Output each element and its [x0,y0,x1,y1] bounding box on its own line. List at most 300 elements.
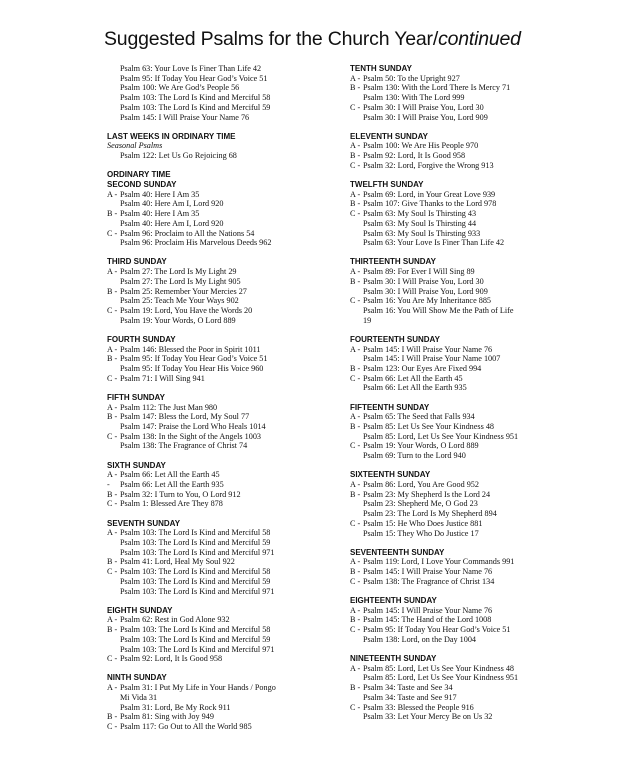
psalm-text: Psalm 103: The Lord Is Kind and Merciful 971 [120,586,275,596]
psalm-text: Psalm 112: The Just Man 980 [120,402,218,412]
psalm-entry [107,577,329,587]
psalm-text: Psalm 138: Lord, on the Day 1004 [363,634,477,644]
cycle-marker [107,93,120,103]
psalm-entry [350,451,590,461]
psalm-entry [350,93,590,103]
psalm-entry [350,529,590,539]
cycle-marker: C - [107,431,118,441]
psalm-text: Psalm 123: Our Eyes Are Fixed 994 [363,363,482,373]
psalm-entry [350,316,590,326]
psalm-entry [350,151,590,161]
psalm-entry [107,403,329,413]
psalm-text: Psalm 32: I Turn to You, O Lord 912 [120,489,241,499]
psalm-entry [350,190,590,200]
cycle-marker: C - [350,625,361,635]
psalm-entry [350,480,590,490]
psalm-entry [107,354,329,364]
psalm-text: Psalm 138: In the Sight of the Angels 1003 [120,431,262,441]
psalm-text: Psalm 23: My Shepherd Is the Lord 24 [363,489,491,499]
psalm-entry [107,238,329,248]
psalm-entry [107,64,329,74]
psalm-entry [107,151,329,161]
psalm-text: Psalm 63: My Soul Is Thirsting 43 [363,209,477,219]
psalm-entry [350,432,590,442]
cycle-marker: B - [107,557,118,567]
cycle-marker [350,529,363,539]
psalm-entry [350,519,590,529]
psalm-entry [350,712,590,722]
section-heading: FIFTEENTH SUNDAY [350,402,430,412]
psalm-entry [350,683,590,693]
cycle-marker: A - [107,683,118,693]
sunday-section [107,393,329,451]
psalm-text: Psalm 40: Here Am I, Lord 920 [120,199,224,209]
cycle-marker: B - [350,615,361,625]
cycle-marker [107,113,120,123]
cycle-marker: A - [107,267,118,277]
psalm-entry [350,345,590,355]
psalm-entry [107,712,329,722]
cycle-marker [350,229,363,239]
cycle-marker [350,316,363,326]
cycle-marker [350,93,363,103]
psalm-text: Psalm 95: If Today You Hear His Voice 960 [120,363,264,373]
psalm-text: Psalm 130: With the Lord There Is Mercy 71 [363,83,511,93]
psalm-entry [350,693,590,703]
psalm-entry [107,567,329,577]
cycle-marker [107,364,120,374]
psalm-entry [107,277,329,287]
psalm-text: Psalm 146: Blessed the Poor in Spirit 1011 [120,344,261,354]
cycle-marker [350,306,363,316]
psalm-entry [107,306,329,316]
psalm-entry [107,229,329,239]
cycle-marker: C - [350,576,361,586]
psalm-text: Psalm 103: The Lord Is Kind and Merciful 58 [120,567,271,577]
psalm-entry [107,412,329,422]
cycle-marker: A - [107,344,118,354]
psalm-text: Psalm 145: I Will Praise Your Name 76 [363,344,493,354]
cycle-marker: B - [350,683,361,693]
cycle-marker [107,693,120,703]
cycle-marker: A - [350,412,361,422]
psalm-entry [350,499,590,509]
psalm-entry [350,412,590,422]
psalm-text: Psalm 30: I Will Praise You, Lord 30 [363,276,484,286]
psalm-text: Psalm 30: I Will Praise You, Lord 909 [363,112,488,122]
psalm-text: Psalm 85: Lord, Let Us See Your Kindness 951 [363,431,519,441]
psalm-text: Psalm 63: Your Love Is Finer Than Life 42 [363,238,505,248]
cycle-marker [350,509,363,519]
psalm-entry [107,635,329,645]
psalm-text: Psalm 19: Lord, You Have the Words 20 [120,305,253,315]
cycle-marker: C - [107,373,118,383]
psalm-entry [350,567,590,577]
sunday-section [350,470,590,538]
psalm-entry [350,83,590,93]
cycle-marker: B - [107,625,118,635]
psalm-entry [107,528,329,538]
cycle-marker [350,383,363,393]
psalm-text: Psalm 81: Sing with Joy 949 [120,712,214,722]
section-heading: THIRTEENTH SUNDAY [350,257,436,267]
cycle-marker: C - [107,499,118,509]
psalm-entry [350,229,590,239]
cycle-marker: A - [107,528,118,538]
psalm-text: Psalm 1: Blessed Are They 878 [120,499,223,509]
psalm-entry [350,615,590,625]
psalm-text: Psalm 107: Give Thanks to the Lord 978 [363,199,497,209]
section-heading: TENTH SUNDAY [350,64,412,73]
cycle-marker [107,577,120,587]
cycle-marker: B - [107,489,118,499]
page-title-italic: continued [438,28,521,50]
psalm-text: Psalm 69: Turn to the Lord 940 [363,451,466,461]
cycle-marker: A - [350,605,361,615]
cycle-marker [107,441,120,451]
cycle-marker: C - [350,373,361,383]
psalm-text: Psalm 25: Remember Your Mercies 27 [120,286,247,296]
psalm-text: Psalm 92: Lord, It Is Good 958 [363,151,466,161]
psalm-entry [350,287,590,297]
cycle-marker: A - [350,344,361,354]
cycle-marker: C - [350,102,361,112]
section-subheading: SECOND SUNDAY [107,180,177,190]
cycle-marker: A - [107,189,118,199]
section-heading: NINTH SUNDAY [107,673,167,683]
psalm-entry [350,441,590,451]
cycle-marker: C - [350,702,361,712]
psalm-text: Psalm 147: Bless the Lord, My Soul 77 [120,412,250,422]
psalm-entry [107,209,329,219]
psalm-entry [107,287,329,297]
psalm-entry [107,267,329,277]
cycle-marker: A - [350,141,361,151]
psalm-entry [107,587,329,597]
sunday-section [107,335,329,384]
sunday-section [350,654,590,722]
psalm-text: Psalm 41: Lord, Heal My Soul 922 [120,557,235,567]
cycle-marker: B - [350,151,361,161]
psalm-text: Psalm 65: The Seed that Falls 934 [363,412,475,422]
psalm-text: Psalm 40: Here Am I, Lord 920 [120,218,224,228]
cycle-marker: B - [107,286,118,296]
cycle-marker [107,83,120,93]
sunday-section [350,64,590,122]
psalm-entry [107,645,329,655]
cycle-marker: A - [107,615,118,625]
psalm-text: Psalm 100: We Are God’s People 56 [120,83,240,93]
psalm-entry [107,74,329,84]
psalm-entry [107,548,329,558]
sunday-section [107,606,329,664]
cycle-marker [107,199,120,209]
psalm-text: Psalm 89: For Ever I Will Sing 89 [363,267,475,277]
psalm-entry [350,267,590,277]
cycle-marker: C - [107,228,118,238]
psalm-text: Psalm 19: Your Words, O Lord 889 [120,315,236,325]
cycle-marker: B - [107,354,118,364]
psalm-entry [350,490,590,500]
psalm-text: Psalm 15: They Who Do Justice 17 [363,528,479,538]
section-heading: THIRD SUNDAY [107,257,167,267]
cycle-marker: A - [350,73,361,83]
psalm-entry [350,277,590,287]
psalm-entry [350,383,590,393]
psalm-text: Psalm 138: The Fragrance of Christ 134 [363,576,495,586]
psalm-entry [107,470,329,480]
psalm-text: Psalm 103: The Lord Is Kind and Merciful 59 [120,538,271,548]
sunday-section [107,461,329,510]
psalm-text: Psalm 147: Praise the Lord Who Heals 1014 [120,422,266,431]
cycle-marker: C - [107,305,118,315]
section-heading: EIGHTH SUNDAY [107,605,173,615]
psalm-entry [107,693,329,703]
cycle-marker [350,451,363,461]
sunday-section [350,132,590,171]
cycle-marker [107,238,120,248]
psalm-entry [107,538,329,548]
section-heading: EIGHTEENTH SUNDAY [350,596,437,606]
psalm-text: Psalm 145: I Will Praise Your Name 76 [120,112,250,122]
cycle-marker [350,113,363,123]
psalm-text: Psalm 92: Lord, It Is Good 958 [120,654,223,664]
cycle-marker [107,296,120,306]
psalm-text: Psalm 103: The Lord Is Kind and Merciful 971 [120,547,275,557]
left-column [107,64,329,741]
cycle-marker: C - [107,654,118,664]
psalm-text: Psalm 31: Lord, Be My Rock 911 [120,702,231,712]
psalm-text: Psalm 117: Go Out to All the World 985 [120,721,252,731]
cycle-marker: C - [350,160,361,170]
psalm-entry [107,683,329,693]
psalm-text: Psalm 96: Proclaim His Marvelous Deeds 962 [120,238,272,248]
psalm-text: Psalm 145: The Hand of the Lord 1008 [363,615,492,625]
psalm-entry [350,664,590,674]
sunday-section [107,673,329,731]
section-heading: SEVENTH SUNDAY [107,518,181,528]
psalm-entry [350,635,590,645]
psalm-text: Psalm 33: Blessed the People 916 [363,702,474,712]
psalm-entry [350,673,590,683]
psalm-text: Psalm 63: My Soul Is Thirsting 933 [363,228,481,238]
section-heading: SIXTEENTH SUNDAY [350,470,431,480]
psalm-text: Psalm 103: The Lord Is Kind and Merciful 58 [120,93,271,103]
cycle-marker [107,103,120,113]
psalm-text: Psalm 16: You Are My Inheritance 885 [363,296,492,306]
psalm-entry [350,209,590,219]
psalm-text: Psalm 103: The Lord Is Kind and Merciful 59 [120,634,271,644]
psalm-text: Psalm 103: The Lord Is Kind and Merciful 971 [120,644,275,654]
psalm-entry [107,364,329,374]
psalm-text: Psalm 19: Your Words, O Lord 889 [363,441,479,451]
psalm-text: Psalm 95: If Today You Hear God’s Voice 51 [120,73,268,83]
cycle-marker: B - [107,412,118,422]
psalm-entry [350,74,590,84]
cycle-marker [350,219,363,229]
cycle-marker [350,287,363,297]
psalm-text: Psalm 30: I Will Praise You, Lord 909 [363,286,488,296]
cycle-marker [107,219,120,229]
cycle-marker: C - [350,209,361,219]
psalm-entry [107,615,329,625]
sunday-section [350,403,590,461]
cycle-marker: A - [107,470,118,480]
psalm-entry [350,141,590,151]
section-note: Seasonal Psalms [107,141,163,151]
cycle-marker [350,238,363,248]
psalm-text: Psalm 31: I Put My Life in Your Hands / Pongo [120,683,276,693]
psalm-entry [350,577,590,587]
sunday-section [350,335,590,393]
psalm-entry [107,190,329,200]
sunday-section [350,548,590,587]
cycle-marker: - [107,480,110,490]
psalm-entry [350,557,590,567]
psalm-text: Psalm 100: We Are His People 970 [363,141,479,151]
psalm-entry [350,219,590,229]
section-heading: LAST WEEKS IN ORDINARY TIME [107,131,236,141]
cycle-marker [107,74,120,84]
cycle-marker: B - [350,363,361,373]
psalm-text: Psalm 23: The Lord Is My Shepherd 894 [363,509,497,519]
cycle-marker: A - [350,557,361,567]
psalm-entry [350,113,590,123]
section-heading: FIFTH SUNDAY [107,392,165,402]
psalm-text: Psalm 15: He Who Does Justice 881 [363,518,483,528]
cycle-marker [107,587,120,597]
psalm-entry [107,703,329,713]
section-heading: FOURTH SUNDAY [107,334,176,344]
cycle-marker [350,693,363,703]
cycle-marker [107,645,120,655]
section-heading: NINETEENTH SUNDAY [350,654,437,664]
sunday-section [107,64,329,122]
psalm-text: Psalm 40: Here I Am 35 [120,209,200,219]
psalm-text: Psalm 69: Lord, in Your Great Love 939 [363,189,496,199]
cycle-marker [350,499,363,509]
psalm-text: Psalm 85: Lord, Let Us See Your Kindness 951 [363,673,519,683]
cycle-marker: A - [350,480,361,490]
psalm-entry [350,161,590,171]
psalm-text: Psalm 85: Lord, Let Us See Your Kindness 48 [363,663,515,673]
cycle-marker [107,316,120,326]
psalm-entry [107,113,329,123]
section-heading: FOURTEENTH SUNDAY [350,334,440,344]
cycle-marker: A - [350,267,361,277]
cycle-marker: C - [350,296,361,306]
psalm-entry [107,480,329,490]
psalm-entry [107,83,329,93]
cycle-marker: A - [350,663,361,673]
psalm-entry [107,625,329,635]
psalm-entry [107,345,329,355]
cycle-marker [107,277,120,287]
psalm-text: Psalm 34: Taste and See 917 [363,692,457,702]
psalm-text: Psalm 50: To the Upright 927 [363,73,460,83]
psalm-entry [107,103,329,113]
section-heading: ORDINARY TIME [107,170,171,180]
psalm-text: Psalm 95: If Today You Hear God’s Voice 51 [120,354,268,364]
psalm-text: Psalm 145: I Will Praise Your Name 76 [363,605,493,615]
cycle-marker: B - [350,489,361,499]
sunday-section [350,596,590,645]
psalm-entry [350,374,590,384]
psalm-text: Psalm 103: The Lord Is Kind and Merciful 59 [120,576,271,586]
section-heading: SIXTH SUNDAY [107,460,166,470]
sunday-section [350,180,590,248]
psalm-text: Mi Vida 31 [120,692,158,702]
psalm-entry [107,199,329,209]
cycle-marker [107,64,120,74]
cycle-marker: B - [107,712,118,722]
section-heading: TWELFTH SUNDAY [350,180,424,190]
psalm-text: Psalm 16: You Will Show Me the Path of Life [363,305,514,315]
psalm-entry [107,219,329,229]
right-column [350,64,590,731]
cycle-marker [107,151,120,161]
psalm-text: Psalm 122: Let Us Go Rejoicing 68 [120,151,237,161]
psalm-text: Psalm 86: Lord, You Are Good 952 [363,480,479,490]
cycle-marker [107,538,120,548]
psalm-entry [107,93,329,103]
psalm-entry [107,490,329,500]
sunday-section [107,519,329,597]
cycle-marker [350,635,363,645]
psalm-entry [350,199,590,209]
psalm-entry [350,306,590,316]
psalm-text: Psalm 30: I Will Praise You, Lord 30 [363,102,484,112]
psalm-text: Psalm 66: Let All the Earth 935 [363,383,467,393]
cycle-marker [107,422,120,432]
psalm-text: Psalm 66: Let All the Earth 45 [120,470,220,480]
psalm-text: Psalm 103: The Lord Is Kind and Merciful 58 [120,528,271,538]
psalm-text: Psalm 40: Here I Am 35 [120,189,200,199]
psalm-text: Psalm 63: Your Love Is Finer Than Life 42 [120,64,262,73]
psalm-text: Psalm 66: Let All the Earth 935 [120,480,224,490]
sunday-section [350,257,590,325]
psalm-entry [350,703,590,713]
cycle-marker [350,712,363,722]
cycle-marker: B - [107,209,118,219]
psalm-entry [350,103,590,113]
sunday-section [107,170,329,248]
psalm-text: Psalm 95: If Today You Hear God’s Voice 51 [363,625,511,635]
psalm-entry [107,374,329,384]
psalm-entry [350,296,590,306]
psalm-text: Psalm 33: Let Your Mercy Be on Us 32 [363,712,493,722]
psalm-entry [107,422,329,432]
cycle-marker: B - [350,276,361,286]
psalm-entry [107,654,329,664]
cycle-marker [107,635,120,645]
cycle-marker [350,354,363,364]
psalm-text: Psalm 145: I Will Praise Your Name 1007 [363,354,501,364]
psalm-entry [107,441,329,451]
cycle-marker: C - [107,721,118,731]
cycle-marker [350,673,363,683]
cycle-marker: B - [350,567,361,577]
cycle-marker: B - [350,422,361,431]
psalm-entry [350,606,590,616]
psalm-text: 19 [363,315,372,325]
psalm-text: Psalm 27: The Lord Is My Light 905 [120,276,241,286]
psalm-entry [107,296,329,306]
psalm-entry [350,422,590,432]
psalm-text: Psalm 103: The Lord Is Kind and Merciful 58 [120,625,271,635]
section-heading: ELEVENTH SUNDAY [350,131,428,141]
psalm-entry [107,557,329,567]
